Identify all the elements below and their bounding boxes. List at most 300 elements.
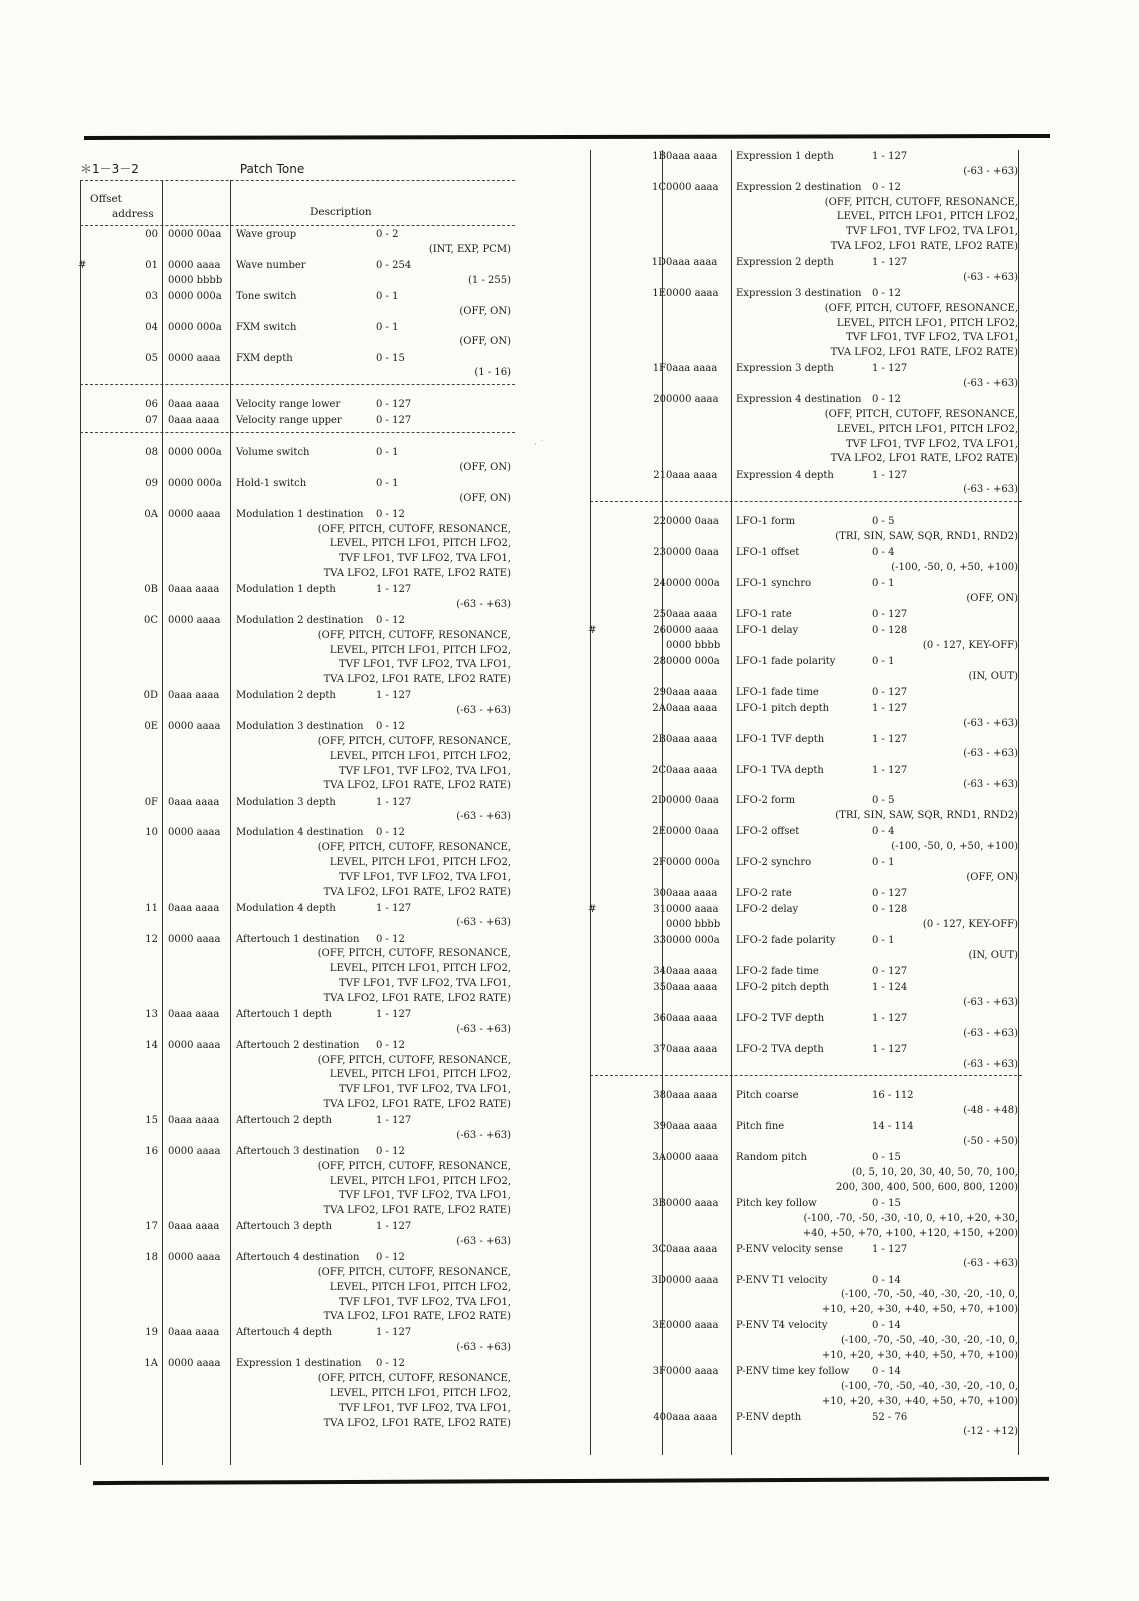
param-name: LFO-1 offset [736, 547, 800, 559]
param-name: Expression 4 destination [736, 394, 862, 406]
param-offset: 3D [651, 1274, 666, 1286]
param-name: Velocity range lower [236, 399, 341, 411]
param-name: Wave group [236, 229, 297, 240]
param-row [80, 1008, 515, 1038]
param-values: (-50 - +50) [963, 1136, 1018, 1148]
param-offset: 07 [145, 415, 158, 427]
param-name: FXM depth [236, 352, 293, 364]
param-row [590, 150, 1022, 180]
multibyte-mark: # [588, 904, 597, 916]
param-row [80, 796, 515, 826]
param-bit-pattern: 0000 aaaa [168, 508, 221, 520]
param-values: (-63 - +63) [456, 705, 511, 717]
param-bit-pattern: 0aaa aaaa [666, 469, 718, 481]
param-name: Expression 3 depth [736, 363, 834, 375]
param-range: 0 - 1 [872, 577, 895, 589]
param-name: Expression 1 depth [736, 151, 834, 162]
param-row [590, 1120, 1022, 1150]
param-range: 0 - 127 [376, 399, 412, 411]
param-offset: 3B [652, 1197, 666, 1209]
param-offset: 2C [651, 764, 666, 776]
left-column-table [80, 180, 515, 1465]
param-row [590, 469, 1022, 499]
param-name: Expression 1 destination [236, 1358, 362, 1370]
param-values: (0 - 127, KEY-OFF) [922, 919, 1018, 931]
param-bit-pattern: 0000 bbbb [666, 639, 721, 651]
param-range: 1 - 127 [872, 151, 908, 162]
param-values: (OFF, PITCH, CUTOFF, RESONANCE, LEVEL, PITCH LFO1, PITCH LFO2, TVF LFO1, TVF LFO2, TVA LFO1, TVA LFO2, LFO1 RATE, LFO2 RATE) [317, 1373, 511, 1429]
header-rule [80, 180, 515, 181]
param-offset: 03 [145, 290, 158, 302]
param-offset: 3F [652, 1365, 666, 1377]
param-bit-pattern: 0aaa aaaa [168, 902, 220, 914]
param-range: 1 - 127 [376, 1327, 412, 1339]
param-name: Aftertouch 1 destination [236, 933, 360, 945]
param-range: 0 - 127 [872, 608, 908, 620]
param-row [590, 577, 1022, 607]
param-name: Pitch fine [736, 1121, 785, 1133]
param-values: (0 - 127, KEY-OFF) [922, 639, 1018, 651]
header-rule [80, 225, 515, 226]
param-offset: 1D [651, 257, 666, 269]
param-range: 1 - 124 [872, 982, 908, 994]
param-offset: 33 [653, 935, 666, 947]
param-name: P-ENV time key follow [736, 1365, 850, 1377]
param-row [590, 1319, 1022, 1363]
param-values: (-63 - +63) [963, 271, 1018, 283]
param-row [80, 826, 515, 900]
param-name: FXM switch [236, 321, 297, 333]
param-name: LFO-2 delay [736, 904, 799, 916]
param-bit-pattern: 0000 000a [168, 290, 222, 302]
param-values: (OFF, PITCH, CUTOFF, RESONANCE, LEVEL, PITCH LFO1, PITCH LFO2, TVF LFO1, TVF LFO2, TVA LFO1, TVA LFO2, LFO1 RATE, LFO2 RATE) [824, 302, 1018, 359]
param-bit-pattern: 0000 aaaa [666, 288, 719, 300]
column-rule [590, 150, 591, 1455]
param-range: 52 - 76 [872, 1411, 908, 1423]
param-bit-pattern: 0aaa aaaa [666, 1121, 718, 1133]
param-row [590, 965, 1022, 980]
param-bit-pattern: 0000 00aa [168, 229, 222, 240]
param-bit-pattern: 0aaa aaaa [666, 702, 718, 714]
param-range: 0 - 12 [376, 721, 405, 733]
param-values: (-63 - +63) [963, 779, 1018, 791]
param-row [80, 1145, 515, 1219]
param-values: (-63 - +63) [963, 165, 1018, 177]
param-offset: 3E [652, 1320, 666, 1332]
param-row [590, 624, 1022, 654]
param-offset: 0A [144, 508, 158, 520]
param-values: (OFF, ON) [459, 492, 511, 504]
param-offset: 30 [653, 888, 666, 900]
param-offset: 29 [653, 686, 666, 698]
param-name: LFO-2 form [736, 795, 796, 807]
param-bit-pattern: 0000 000a [666, 577, 720, 589]
param-offset: 1E [652, 288, 666, 300]
param-values: (OFF, ON) [966, 592, 1018, 604]
offset-header: Offset [90, 193, 122, 205]
param-bit-pattern: 0aaa aaaa [666, 257, 718, 269]
param-range: 0 - 127 [872, 686, 908, 698]
param-name: Modulation 4 destination [236, 827, 364, 839]
param-bit-pattern: 0000 000a [168, 447, 222, 459]
param-name: LFO-2 TVF depth [736, 1013, 825, 1024]
param-row [80, 259, 515, 289]
param-range: 1 - 127 [376, 796, 412, 808]
param-range: 0 - 12 [376, 1252, 405, 1264]
param-values: (-63 - +63) [963, 717, 1018, 729]
param-name: Pitch key follow [736, 1197, 817, 1209]
param-bit-pattern: 0aaa aaaa [168, 1221, 220, 1233]
param-name: Tone switch [236, 290, 297, 302]
param-bit-pattern: 0aaa aaaa [666, 1043, 718, 1055]
param-range: 0 - 127 [376, 415, 412, 427]
scan-speck: · ˙ [534, 440, 545, 450]
param-bit-pattern: 0000 aaaa [666, 394, 719, 406]
param-values: (OFF, PITCH, CUTOFF, RESONANCE, LEVEL, PITCH LFO1, PITCH LFO2, TVF LFO1, TVF LFO2, TVA LFO1, TVA LFO2, LFO1 RATE, LFO2 RATE) [317, 736, 511, 792]
right-param-list [590, 150, 1022, 1440]
param-bit-pattern: 0aaa aaaa [666, 363, 718, 375]
param-bit-pattern: 0aaa aaaa [168, 1327, 220, 1339]
param-values: (-63 - +63) [456, 1129, 511, 1141]
param-offset: 34 [653, 966, 666, 978]
param-range: 0 - 5 [872, 516, 895, 528]
param-name: Pitch coarse [736, 1090, 799, 1102]
param-range: 0 - 12 [376, 1039, 405, 1051]
left-param-list [80, 228, 515, 1431]
param-range: 0 - 14 [872, 1320, 901, 1332]
param-values: (-63 - +63) [963, 748, 1018, 760]
multibyte-mark: # [588, 624, 597, 636]
param-values: (-63 - +63) [456, 598, 511, 610]
param-range: 1 - 127 [376, 584, 412, 596]
param-range: 0 - 4 [872, 826, 895, 838]
param-row [590, 393, 1022, 467]
param-bit-pattern: 0000 aaaa [168, 1252, 221, 1264]
param-range: 1 - 127 [872, 733, 908, 745]
param-range: 1 - 127 [872, 363, 908, 375]
param-row [80, 902, 515, 932]
param-name: Modulation 2 destination [236, 615, 364, 627]
param-range: 0 - 127 [872, 888, 908, 900]
param-name: Aftertouch 1 depth [236, 1008, 332, 1020]
param-range: 0 - 1 [376, 321, 399, 333]
param-range: 1 - 127 [872, 764, 908, 776]
param-bit-pattern: 0aaa aaaa [168, 415, 220, 427]
param-range: 0 - 12 [376, 1358, 405, 1370]
param-offset: 1F [652, 363, 666, 375]
column-rule [80, 180, 81, 1465]
param-bit-pattern: 0000 aaaa [666, 1152, 719, 1164]
description-header: Description [310, 206, 372, 218]
param-range: 1 - 127 [376, 1008, 412, 1020]
param-offset: 21 [653, 469, 666, 481]
param-values: (OFF, ON) [966, 872, 1018, 884]
bottom-rule [93, 1477, 1049, 1485]
param-row [590, 1274, 1022, 1318]
param-offset: 1A [144, 1358, 158, 1370]
param-range: 0 - 12 [376, 508, 405, 520]
column-rule [162, 180, 163, 1465]
param-row [590, 546, 1022, 576]
param-offset: 13 [145, 1008, 158, 1020]
param-range: 0 - 2 [376, 229, 399, 240]
param-offset: 15 [145, 1115, 158, 1127]
param-name: LFO-1 TVF depth [736, 733, 825, 745]
param-name: LFO-1 delay [736, 624, 799, 636]
param-range: 0 - 1 [872, 655, 895, 667]
group-separator [80, 384, 515, 394]
param-range: 0 - 128 [872, 624, 908, 636]
param-values: (OFF, PITCH, CUTOFF, RESONANCE, LEVEL, PITCH LFO1, PITCH LFO2, TVF LFO1, TVF LFO2, TVA LFO1, TVA LFO2, LFO1 RATE, LFO2 RATE) [317, 1054, 511, 1110]
param-name: LFO-2 TVA depth [736, 1043, 824, 1055]
param-row [590, 1365, 1022, 1409]
param-range: 0 - 128 [872, 904, 908, 916]
param-bit-pattern: 0000 aaaa [168, 933, 221, 945]
param-row [590, 1089, 1022, 1119]
param-range: 0 - 14 [872, 1365, 901, 1377]
param-name: P-ENV T1 velocity [736, 1274, 828, 1286]
param-bit-pattern: 0aaa aaaa [168, 690, 220, 702]
param-row [80, 1114, 515, 1144]
param-offset: 20 [653, 394, 666, 406]
param-row [80, 290, 515, 320]
multibyte-mark: # [78, 259, 87, 271]
param-name: LFO-2 rate [736, 888, 792, 900]
param-bit-pattern: 0000 bbbb [666, 919, 721, 931]
param-row [590, 1197, 1022, 1241]
param-range: 0 - 15 [872, 1152, 901, 1164]
param-values: (-63 - +63) [963, 1058, 1018, 1070]
param-values: (-63 - +63) [456, 917, 511, 929]
param-values: (-63 - +63) [456, 1023, 511, 1035]
param-row [590, 181, 1022, 255]
param-bit-pattern: 0000 aaaa [168, 615, 221, 627]
param-row [590, 515, 1022, 545]
param-name: Aftertouch 3 depth [236, 1221, 332, 1233]
param-values: (-48 - +48) [963, 1105, 1018, 1117]
param-name: Modulation 1 depth [236, 584, 336, 596]
param-range: 1 - 127 [872, 469, 908, 481]
param-values: (TRI, SIN, SAW, SQR, RND1, RND2) [835, 810, 1018, 822]
param-range: 0 - 12 [872, 288, 901, 300]
param-name: Aftertouch 4 depth [236, 1327, 332, 1339]
param-bit-pattern: 0000 0aaa [666, 516, 719, 528]
param-offset: 10 [145, 827, 158, 839]
param-range: 0 - 12 [872, 394, 901, 406]
param-name: Wave number [236, 259, 306, 271]
param-bit-pattern: 0aaa aaaa [666, 982, 718, 994]
param-offset: 14 [145, 1039, 158, 1051]
param-bit-pattern: 0000 000a [168, 477, 222, 489]
section-number: ＊1－3－2 [80, 162, 139, 176]
param-bit-pattern: 0aaa aaaa [666, 1090, 718, 1102]
param-name: LFO-1 form [736, 516, 796, 528]
param-row [590, 887, 1022, 902]
param-offset: 38 [653, 1090, 666, 1102]
param-values: (OFF, PITCH, CUTOFF, RESONANCE, LEVEL, PITCH LFO1, PITCH LFO2, TVF LFO1, TVF LFO2, TVA LFO1, TVA LFO2, LFO1 RATE, LFO2 RATE) [317, 842, 511, 898]
param-row [590, 702, 1022, 732]
param-offset: 00 [145, 229, 158, 240]
param-name: LFO-1 rate [736, 608, 792, 620]
param-name: Modulation 3 depth [236, 796, 336, 808]
param-range: 0 - 1 [376, 477, 399, 489]
param-row [80, 321, 515, 351]
param-offset: 01 [145, 259, 158, 271]
param-row [80, 720, 515, 794]
param-bit-pattern: 0aaa aaaa [168, 1008, 220, 1020]
param-bit-pattern: 0000 aaaa [666, 1320, 719, 1332]
param-offset: 26 [653, 624, 666, 636]
param-name: Expression 4 depth [736, 469, 834, 481]
param-range: 0 - 1 [872, 857, 895, 869]
group-separator [80, 432, 515, 442]
param-row [80, 1220, 515, 1250]
param-row [590, 1012, 1022, 1042]
param-offset: 35 [653, 982, 666, 994]
param-name: Expression 2 depth [736, 257, 834, 269]
param-name: LFO-2 pitch depth [736, 982, 830, 994]
param-name: Modulation 3 destination [236, 721, 364, 733]
param-offset: 2B [652, 733, 666, 745]
param-offset: 23 [653, 547, 666, 559]
param-bit-pattern: 0000 aaaa [168, 1358, 221, 1370]
param-bit-pattern: 0000 aaaa [168, 352, 221, 364]
param-row [590, 1151, 1022, 1195]
param-range: 0 - 1 [376, 447, 399, 459]
param-name: Hold-1 switch [236, 477, 307, 489]
param-row [80, 1326, 515, 1356]
param-row [80, 228, 515, 258]
param-bit-pattern: 0000 bbbb [168, 274, 223, 286]
param-bit-pattern: 0aaa aaaa [666, 733, 718, 745]
param-range: 0 - 15 [872, 1197, 901, 1209]
param-values: (OFF, PITCH, CUTOFF, RESONANCE, LEVEL, PITCH LFO1, PITCH LFO2, TVF LFO1, TVF LFO2, TVA LFO1, TVA LFO2, LFO1 RATE, LFO2 RATE) [317, 1160, 511, 1217]
param-row [590, 1243, 1022, 1273]
param-bit-pattern: 0000 aaaa [168, 1145, 221, 1157]
param-offset: 2F [652, 857, 666, 869]
param-offset: 0C [143, 615, 158, 627]
param-range: 0 - 5 [872, 795, 895, 807]
param-offset: 25 [653, 608, 666, 620]
param-bit-pattern: 0aaa aaaa [666, 764, 718, 776]
section-title: Patch Tone [239, 162, 305, 176]
param-range: 0 - 12 [376, 615, 405, 627]
param-bit-pattern: 0000 aaaa [168, 827, 221, 839]
param-row [590, 794, 1022, 824]
param-values: (OFF, PITCH, CUTOFF, RESONANCE, LEVEL, PITCH LFO1, PITCH LFO2, TVF LFO1, TVF LFO2, TVA LFO1, TVA LFO2, LFO1 RATE, LFO2 RATE) [317, 948, 511, 1004]
param-values: (OFF, PITCH, CUTOFF, RESONANCE, LEVEL, PITCH LFO1, PITCH LFO2, TVF LFO1, TVF LFO2, TVA LFO1, TVA LFO2, LFO1 RATE, LFO2 RATE) [317, 629, 511, 686]
param-bit-pattern: 0aaa aaaa [666, 151, 718, 162]
param-offset: 0F [144, 796, 158, 808]
param-range: 0 - 12 [376, 827, 405, 839]
param-values: (-63 - +63) [456, 1236, 511, 1248]
param-values: (-100, -70, -50, -40, -30, -20, -10, 0, +10, +20, +30, +40, +50, +70, +100) [821, 1335, 1018, 1361]
param-values: (-12 - +12) [963, 1426, 1018, 1438]
param-values: (OFF, ON) [459, 461, 511, 473]
param-bit-pattern: 0000 aaaa [666, 624, 719, 636]
param-row [590, 825, 1022, 855]
param-row [80, 1039, 515, 1113]
param-row [590, 934, 1022, 964]
param-name: Modulation 2 depth [236, 690, 336, 702]
param-name: Aftertouch 3 destination [236, 1145, 360, 1157]
param-name: Aftertouch 2 destination [236, 1039, 360, 1051]
param-offset: 04 [145, 321, 158, 333]
param-name: Modulation 1 destination [236, 508, 364, 520]
param-offset: 24 [653, 577, 666, 589]
param-range: 0 - 15 [376, 352, 405, 364]
param-bit-pattern: 0aaa aaaa [168, 1115, 220, 1127]
param-row [590, 981, 1022, 1011]
param-name: LFO-1 synchro [736, 577, 812, 589]
param-bit-pattern: 0000 0aaa [666, 795, 719, 807]
param-bit-pattern: 0000 000a [168, 321, 222, 333]
param-values: (-63 - +63) [456, 811, 511, 823]
param-range: 0 - 1 [376, 290, 399, 302]
param-range: 0 - 12 [376, 933, 405, 945]
param-name: LFO-1 TVA depth [736, 764, 824, 776]
param-range: 1 - 127 [376, 1115, 412, 1127]
param-row [80, 583, 515, 613]
param-range: 0 - 127 [872, 966, 908, 978]
param-values: (-63 - +63) [963, 1258, 1018, 1270]
param-range: 0 - 12 [376, 1145, 405, 1157]
param-name: LFO-2 offset [736, 826, 800, 838]
param-offset: 05 [145, 352, 158, 364]
param-offset: 16 [145, 1145, 158, 1157]
param-bit-pattern: 0000 aaaa [168, 1039, 221, 1051]
param-name: Volume switch [236, 447, 310, 459]
param-values: (-100, -50, 0, +50, +100) [891, 561, 1018, 573]
param-values: (OFF, ON) [459, 336, 511, 348]
param-offset: 2A [652, 702, 666, 714]
param-name: Expression 3 destination [736, 288, 862, 300]
param-offset: 12 [145, 933, 158, 945]
param-row [80, 414, 515, 429]
param-values: (1 - 16) [474, 367, 511, 379]
param-values: (IN, OUT) [968, 949, 1018, 961]
param-range: 1 - 127 [376, 1221, 412, 1233]
param-values: (OFF, ON) [459, 305, 511, 317]
param-values: (-100, -70, -50, -40, -30, -20, -10, 0, +10, +20, +30, +40, +50, +70, +100) [821, 1289, 1018, 1316]
param-row [80, 933, 515, 1007]
param-row [80, 689, 515, 719]
param-offset: 37 [653, 1043, 666, 1055]
param-offset: 36 [653, 1013, 666, 1024]
param-offset: 09 [145, 477, 158, 489]
param-offset: 11 [145, 902, 158, 914]
param-range: 0 - 12 [872, 181, 901, 193]
param-row [80, 1251, 515, 1325]
param-offset: 40 [653, 1411, 666, 1423]
param-values: (-63 - +63) [456, 1342, 511, 1354]
param-name: Velocity range upper [236, 415, 342, 427]
param-row [80, 352, 515, 382]
param-name: P-ENV depth [736, 1411, 802, 1423]
param-values: (OFF, PITCH, CUTOFF, RESONANCE, LEVEL, PITCH LFO1, PITCH LFO2, TVF LFO1, TVF LFO2, TVA LFO1, TVA LFO2, LFO1 RATE, LFO2 RATE) [824, 196, 1018, 253]
table-header [80, 180, 515, 228]
param-offset: 0B [144, 584, 158, 596]
param-bit-pattern: 0aaa aaaa [666, 1013, 718, 1024]
param-values: (-100, -50, 0, +50, +100) [891, 841, 1018, 853]
param-offset: 06 [145, 399, 158, 411]
param-name: LFO-1 pitch depth [736, 702, 830, 714]
param-bit-pattern: 0000 aaaa [666, 181, 719, 193]
param-name: P-ENV velocity sense [736, 1243, 843, 1255]
param-offset: 08 [145, 447, 158, 459]
param-bit-pattern: 0aaa aaaa [168, 399, 220, 411]
param-row [80, 508, 515, 582]
